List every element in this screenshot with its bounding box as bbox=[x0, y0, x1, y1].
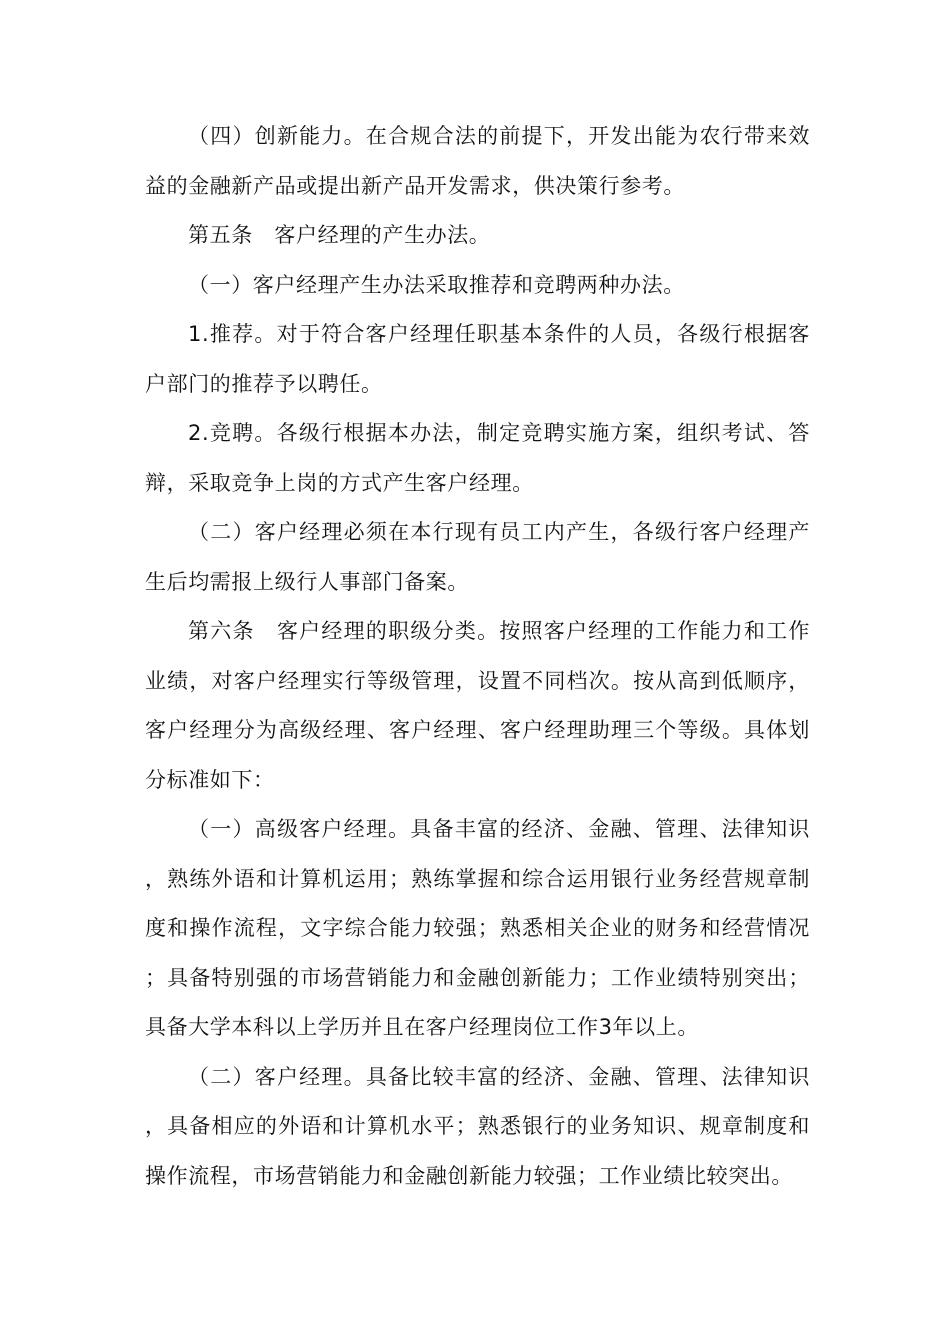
paragraph-article-6-grades: 第六条 客户经理的职级分类。按照客户经理的工作能力和工作业绩，对客户经理实行等级管理，设置不同档次。按从高到低顺序，客户经理分为高级经理、客户经理、客户经理助理三个等级。具体划分标准如下： bbox=[145, 619, 810, 792]
document-body bbox=[145, 112, 810, 1201]
paragraph-innovation-ability: （四）创新能力。在合规合法的前提下，开发出能为农行带来效益的金融新产品或提出新产品开发需求，供决策行参考。 bbox=[145, 124, 810, 198]
paragraph-selection-methods: （一）客户经理产生办法采取推荐和竞聘两种办法。 bbox=[188, 272, 685, 297]
paragraph-internal-staff: （二）客户经理必须在本行现有员工内产生，各级行客户经理产生后均需报上级行人事部门备案。 bbox=[145, 520, 810, 594]
paragraph-competition: 2.竞聘。各级行根据本办法，制定竞聘实施方案，组织考试、答辩，采取竞争上岗的方式产生客户经理。 bbox=[145, 421, 810, 495]
paragraph-account-manager: （二）客户经理。具备比较丰富的经济、金融、管理、法律知识，具备相应的外语和计算机水平；熟悉银行的业务知识、规章制度和操作流程，市场营销能力和金融创新能力较强；工作业绩比较突出。 bbox=[145, 1064, 810, 1188]
paragraph-senior-manager: （一）高级客户经理。具备丰富的经济、金融、管理、法律知识，熟练外语和计算机运用；熟练掌握和综合运用银行业务经营规章制度和操作流程，文字综合能力较强；熟悉相关企业的财务和经营情况；具备特别强的市场营销能力和金融创新能力；工作业绩特别突出；具备大学本科以上学历并且在客户经理岗位工作3年以上。 bbox=[145, 817, 810, 1039]
paragraph-recommendation: 1.推荐。对于符合客户经理任职基本条件的人员，各级行根据客户部门的推荐予以聘任。 bbox=[145, 322, 810, 396]
paragraph-article-5-heading: 第五条 客户经理的产生办法。 bbox=[188, 223, 491, 247]
